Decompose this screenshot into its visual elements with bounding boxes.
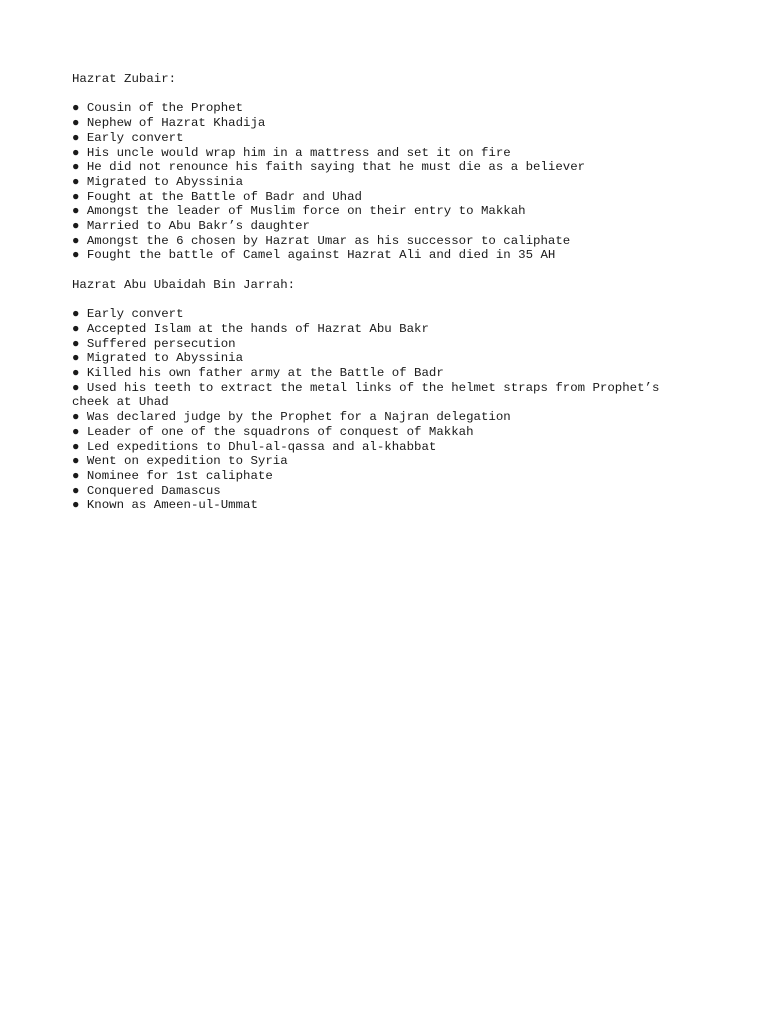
list-item xyxy=(72,322,692,337)
list-item xyxy=(72,146,692,161)
list-item xyxy=(72,337,692,352)
list-item-text: Fought the battle of Camel against Hazrat Ali and died in 35 AH xyxy=(86,248,556,263)
bullet-icon: ● xyxy=(72,116,80,131)
list-item xyxy=(72,366,692,381)
list-item xyxy=(72,440,692,455)
list-item-text: Migrated to Abyssinia xyxy=(86,351,244,366)
list-item-text: Known as Ameen-ul-Ummat xyxy=(86,498,258,513)
list-item-text: Accepted Islam at the hands of Hazrat Abu Bakr xyxy=(86,321,429,336)
list-item-text: Was declared judge by the Prophet for a Najran delegation xyxy=(86,410,511,425)
section-zubair xyxy=(72,72,692,263)
list-item xyxy=(72,425,692,440)
list-item-text: Amongst the leader of Muslim force on their entry to Makkah xyxy=(86,204,526,219)
bullet-icon: ● xyxy=(72,468,80,483)
bullet-icon: ● xyxy=(72,219,80,234)
bullet-icon: ● xyxy=(72,424,80,439)
bullet-icon: ● xyxy=(72,483,80,498)
bullet-icon: ● xyxy=(72,130,80,145)
list-item-text: Nephew of Hazrat Khadija xyxy=(86,116,266,131)
list-item xyxy=(72,204,692,219)
list-item xyxy=(72,454,692,469)
list-item xyxy=(72,116,692,131)
list-item-text: Suffered persecution xyxy=(86,336,236,351)
document-page xyxy=(72,72,692,528)
bullet-icon: ● xyxy=(72,336,80,351)
list-item xyxy=(72,234,692,249)
section-abu-ubaidah xyxy=(72,278,692,513)
list-item xyxy=(72,131,692,146)
list-item-text: Migrated to Abyssinia xyxy=(86,174,244,189)
bullet-list xyxy=(72,101,692,263)
section-heading: Hazrat Zubair: xyxy=(72,72,177,86)
bullet-icon: ● xyxy=(72,160,80,175)
list-item-text: Killed his own father army at the Battle of Badr xyxy=(86,366,444,381)
list-item xyxy=(72,101,692,116)
list-item xyxy=(72,219,692,234)
bullet-icon: ● xyxy=(72,248,80,263)
list-item xyxy=(72,160,692,175)
list-item xyxy=(72,484,692,499)
bullet-icon: ● xyxy=(72,380,80,395)
section-heading: Hazrat Abu Ubaidah Bin Jarrah: xyxy=(72,277,296,292)
list-item-text: Cousin of the Prophet xyxy=(86,101,244,116)
list-item xyxy=(72,248,692,263)
bullet-icon: ● xyxy=(72,174,80,189)
bullet-icon: ● xyxy=(72,454,80,469)
list-item xyxy=(72,410,692,425)
list-item-text: Used his teeth to extract the metal links of the helmet straps from Prophet’s cheek at Uhad xyxy=(72,380,667,410)
bullet-icon: ● xyxy=(72,439,80,454)
list-item-text: His uncle would wrap him in a mattress and set it on fire xyxy=(86,145,511,160)
list-item-text: Amongst the 6 chosen by Hazrat Umar as his successor to caliphate xyxy=(86,233,571,248)
list-item-text: Early convert xyxy=(86,307,184,322)
bullet-icon: ● xyxy=(72,204,80,219)
list-item-text: Went on expedition to Syria xyxy=(86,454,288,469)
bullet-icon: ● xyxy=(72,321,80,336)
list-item xyxy=(72,469,692,484)
bullet-icon: ● xyxy=(72,307,80,322)
list-item xyxy=(72,190,692,205)
bullet-icon: ● xyxy=(72,189,80,204)
bullet-icon: ● xyxy=(72,145,80,160)
list-item-text: Married to Abu Bakr’s daughter xyxy=(86,219,310,234)
list-item xyxy=(72,351,692,366)
list-item-text: Conquered Damascus xyxy=(86,483,221,498)
list-item-text: Fought at the Battle of Badr and Uhad xyxy=(86,189,362,204)
bullet-icon: ● xyxy=(72,366,80,381)
bullet-icon: ● xyxy=(72,351,80,366)
list-item-text: He did not renounce his faith saying that he must die as a believer xyxy=(86,160,586,175)
bullet-icon: ● xyxy=(72,410,80,425)
list-item-text: Early convert xyxy=(86,130,184,145)
bullet-icon: ● xyxy=(72,101,80,116)
list-item xyxy=(72,175,692,190)
list-item-text: Nominee for 1st caliphate xyxy=(86,468,273,483)
list-item xyxy=(72,307,692,322)
list-item-text: Leader of one of the squadrons of conquest of Makkah xyxy=(86,424,474,439)
bullet-icon: ● xyxy=(72,498,80,513)
bullet-icon: ● xyxy=(72,233,80,248)
bullet-list xyxy=(72,307,692,513)
list-item xyxy=(72,498,692,513)
list-item-text: Led expeditions to Dhul-al-qassa and al-khabbat xyxy=(86,439,437,454)
list-item xyxy=(72,381,692,410)
